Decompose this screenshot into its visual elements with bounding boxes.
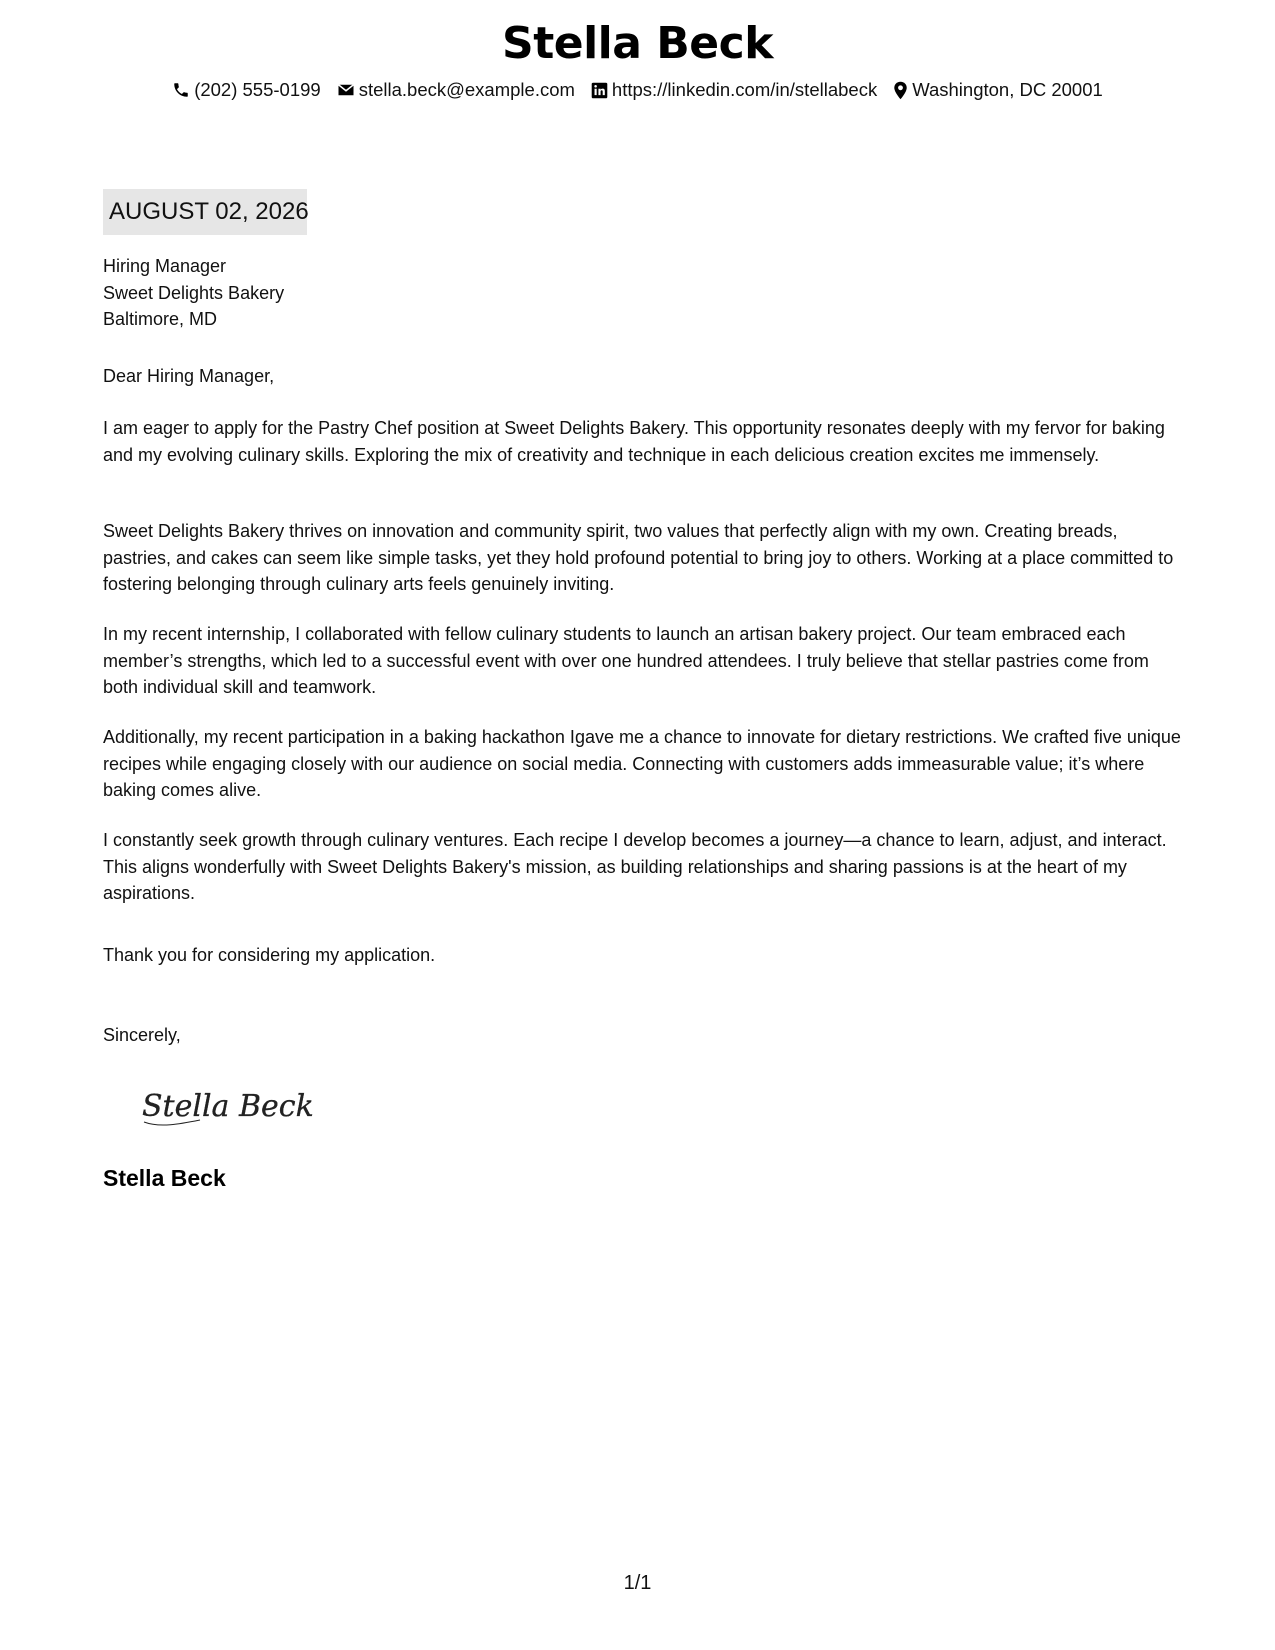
linkedin-url[interactable]: https://linkedin.com/in/stellabeck	[611, 79, 878, 100]
body-paragraph-3: In my recent internship, I collaborated with fellow culinary students to launch an artisan bakery project. Our team embraced each member’s strengths, which led to a successful event with over one hundred attendees. I truly believe that stellar pastries come from both individual skill and teamwork.	[103, 624, 1149, 697]
phone-icon	[172, 81, 190, 99]
svg-text:Stella Beck: Stella Beck	[142, 1089, 314, 1124]
recipient-location: Baltimore, MD	[103, 309, 218, 329]
closing: Sincerely,	[103, 1025, 181, 1045]
contact-bar	[0, 79, 1275, 101]
map-pin-icon	[893, 81, 908, 100]
signer-name: Stella Beck	[103, 1165, 226, 1191]
envelope-icon	[337, 81, 355, 99]
body-paragraph-4: Additionally, my recent participation in a baking hackathon Igave me a chance to innovate for dietary restrictions. We crafted five unique recipes while engaging closely with our audience on social media. Connecting with customers adds immeasurable value; it’s where baking comes alive.	[103, 727, 1181, 800]
salutation: Dear Hiring Manager,	[103, 366, 275, 386]
body-paragraph-5: I constantly seek growth through culinary ventures. Each recipe I develop becomes a journey—a chance to learn, adjust, and interact. This aligns wonderfully with Sweet Delights Bakery's mission, as building relationships and sharing passions is at the heart of my aspirations.	[103, 830, 1167, 903]
recipient-title: Hiring Manager	[103, 256, 227, 276]
handwritten-signature	[140, 1080, 330, 1130]
recipient-block	[103, 253, 284, 333]
phone-number: (202) 555-0199	[194, 79, 321, 100]
recipient-company: Sweet Delights Bakery	[103, 282, 285, 303]
thank-you-line: Thank you for considering my application.	[103, 945, 436, 965]
contact-location	[893, 79, 1103, 101]
contact-phone	[172, 79, 321, 101]
applicant-name: Stella Beck	[502, 18, 773, 69]
email-address[interactable]: stella.beck@example.com	[358, 79, 575, 100]
linkedin-icon	[591, 82, 608, 99]
contact-email	[337, 79, 575, 101]
body-paragraph-2: Sweet Delights Bakery thrives on innovation and community spirit, two values that perfectly align with my own. Creating breads, pastries, and cakes can seem like simple tasks, yet they hold profound potential to bring joy to others. Working at a place committed to fostering belonging through culinary arts feels genuinely inviting.	[103, 521, 1174, 594]
location-text: Washington, DC 20001	[912, 79, 1103, 100]
body-paragraph-1: I am eager to apply for the Pastry Chef position at Sweet Delights Bakery. This opportunity resonates deeply with my fervor for baking and my evolving culinary skills. Exploring the mix of creativity and technique in each delicious creation excites me immensely.	[103, 418, 1165, 465]
contact-linkedin	[591, 79, 877, 101]
page-number: 1/1	[623, 1572, 652, 1594]
letter-date: AUGUST 02, 2026	[103, 189, 307, 235]
